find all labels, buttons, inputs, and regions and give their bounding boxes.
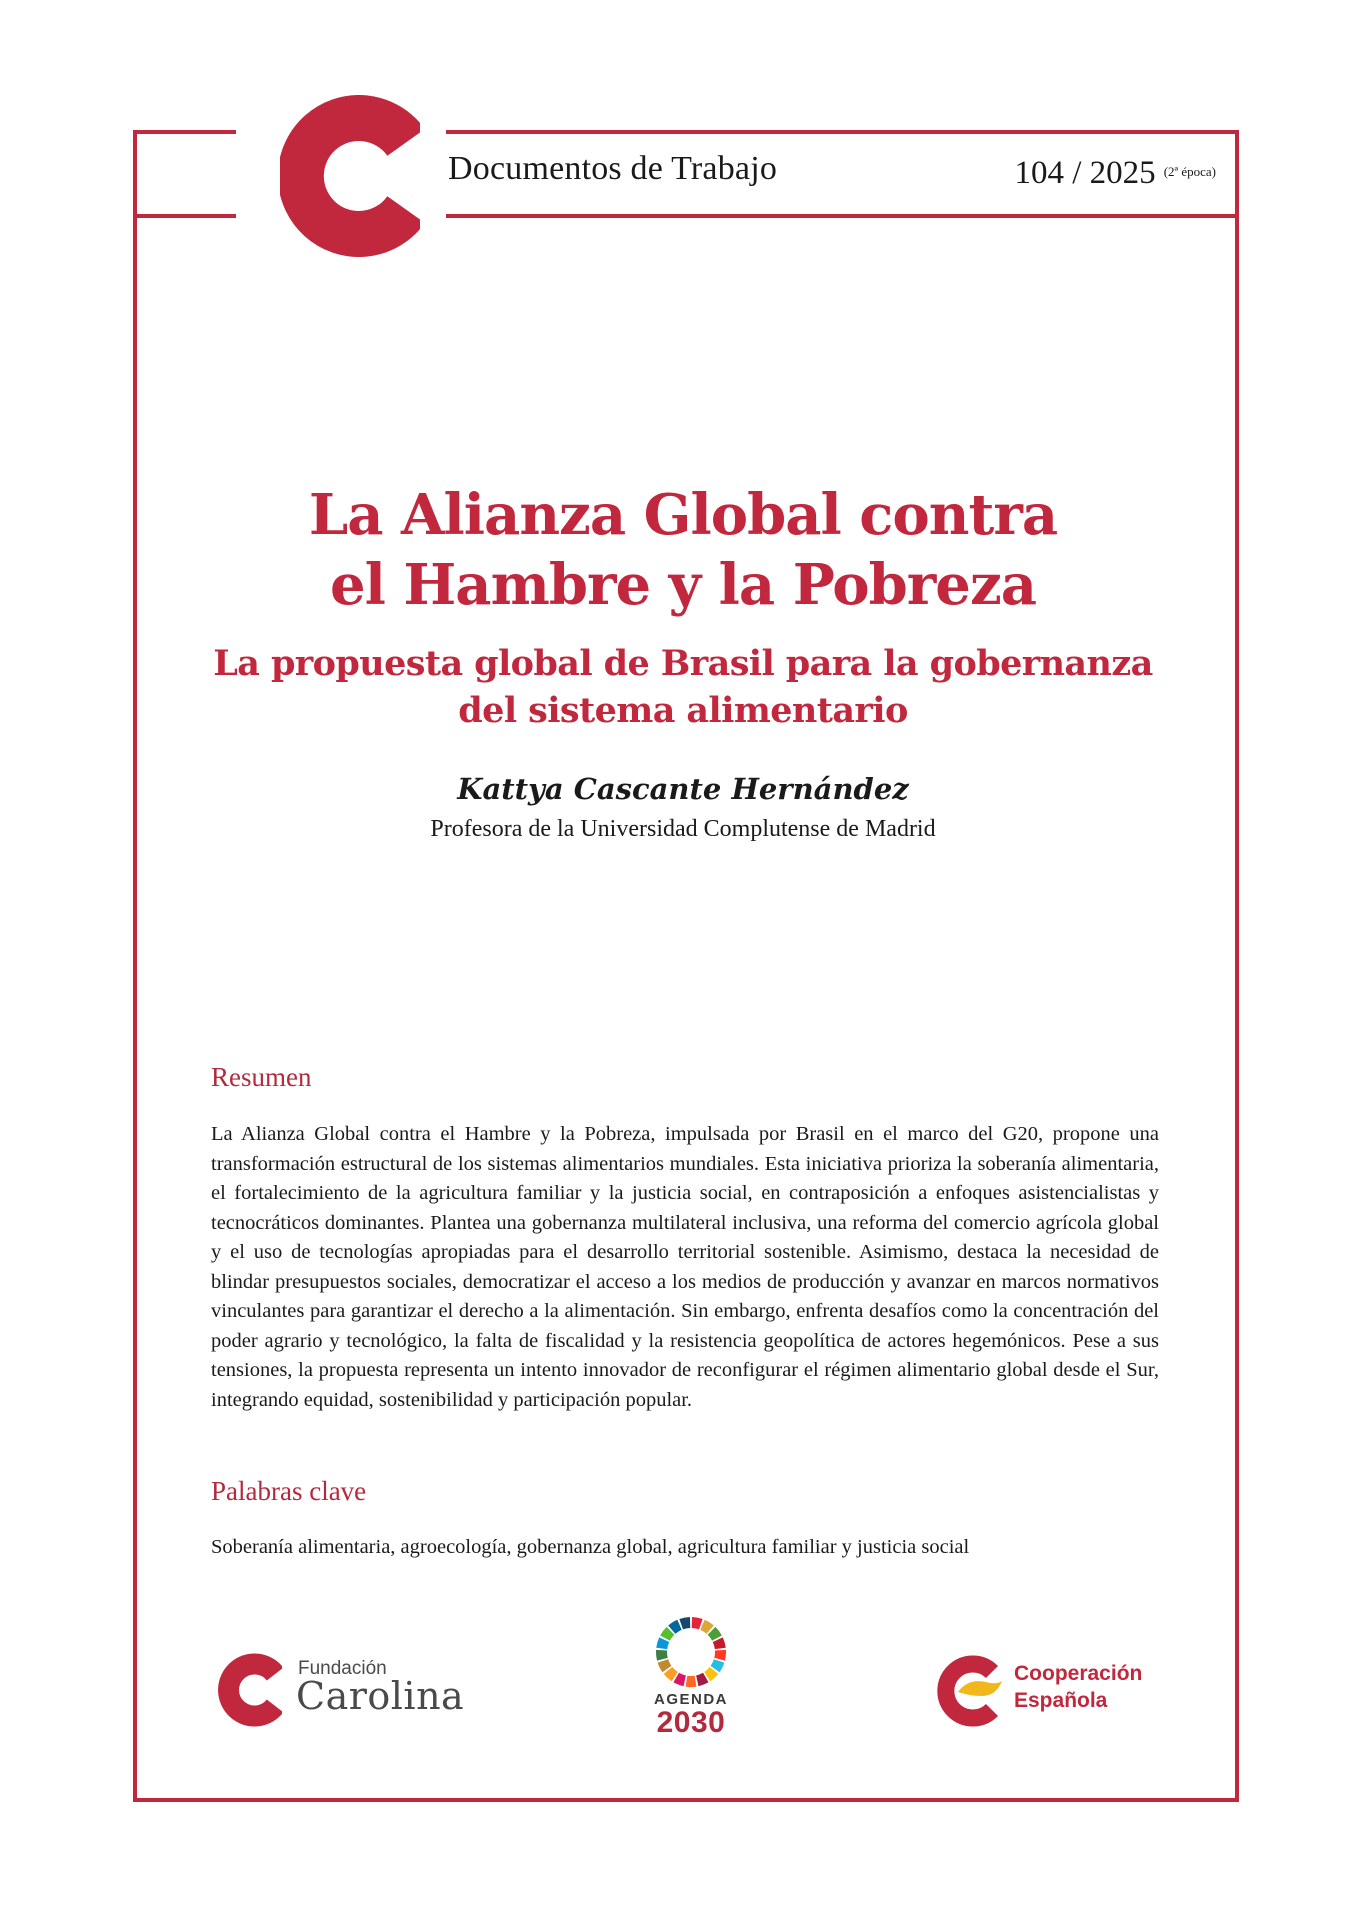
sdg-wheel-segment (692, 1617, 703, 1629)
issue-number (1015, 155, 1216, 192)
title-line-1: La Alianza Global contra (308, 482, 1058, 548)
sdg-wheel-segment (686, 1676, 697, 1687)
keywords-text: Soberanía alimentaria, agroecología, gobernanza global, agricultura familiar y justicia social (211, 1536, 970, 1558)
series-title: Documentos de Trabajo (448, 150, 778, 187)
author-affiliation: Profesora de la Universidad Complutense de Madrid (430, 816, 936, 842)
subtitle-line-2: del sistema alimentario (458, 690, 908, 731)
agenda-2030-logo (636, 1615, 746, 1738)
cooperacion-line-1: Cooperación (1014, 1662, 1143, 1685)
cooperacion-espanola-c-icon (932, 1652, 1004, 1730)
keywords-heading: Palabras clave (211, 1476, 367, 1506)
cooperacion-line-2: Española (1014, 1689, 1108, 1712)
abstract-heading: Resumen (211, 1062, 312, 1092)
issue-label: 104 / 2025 (1014, 155, 1156, 191)
subtitle-line-1: La propuesta global de Brasil para la gobernanza (213, 643, 1153, 684)
sdg-wheel-segment (714, 1650, 726, 1661)
fundacion-label: Fundación (298, 1658, 387, 1679)
sdg-wheel-segment (679, 1617, 690, 1629)
agenda-year: 2030 (656, 1706, 726, 1739)
issue-era: (2ª época) (1163, 164, 1216, 179)
abstract-text: La Alianza Global contra el Hambre y la Pobreza, impulsada por Brasil en el marco del G20, propone una transformación estructural de los sistemas alimentarios mundiales. Esta iniciativa prioriza la soberanía alimentaria, el fortalecimiento de la agricultura familiar y la justicia social, en contraposición a enfoques asistencialistas y tecnocráticos dominantes. Plantea una gobernanza multilateral inclusiva, una reforma del comercio agrícola global y el uso de tecnologías apropiadas para el desarrollo territorial sostenible. Asimismo, destaca la necesidad de blindar presupuestos sociales, democratizar el acceso a los medios de producción y avanzar en marcos normativos vinculantes para garantizar el derecho a la alimentación. Sin embargo, enfrenta desafíos como la concentración del poder agrario y tecnológico, la falta de fiscalidad y la resistencia geopolítica de actores hegemónicos. Pese a sus tensiones, la propuesta representa un intento innovador de reconfigurar el régimen alimentario global desde el Sur, integrando equidad, sostenibilidad y participación popular. (211, 1123, 1159, 1411)
cooperacion-label (1014, 1660, 1142, 1714)
sdg-wheel-segment (656, 1650, 668, 1661)
author-name: Kattya Cascante Hernández (457, 772, 909, 806)
document-title (180, 480, 1186, 620)
fundacion-carolina-c-icon (280, 95, 420, 257)
agenda-word: AGENDA (653, 1691, 728, 1708)
document-subtitle (180, 640, 1186, 734)
sdg-color-wheel-icon (654, 1615, 728, 1689)
title-line-2: el Hambre y la Pobreza (329, 552, 1037, 618)
carolina-label: Carolina (296, 1674, 465, 1718)
fundacion-carolina-c-icon (218, 1650, 282, 1730)
